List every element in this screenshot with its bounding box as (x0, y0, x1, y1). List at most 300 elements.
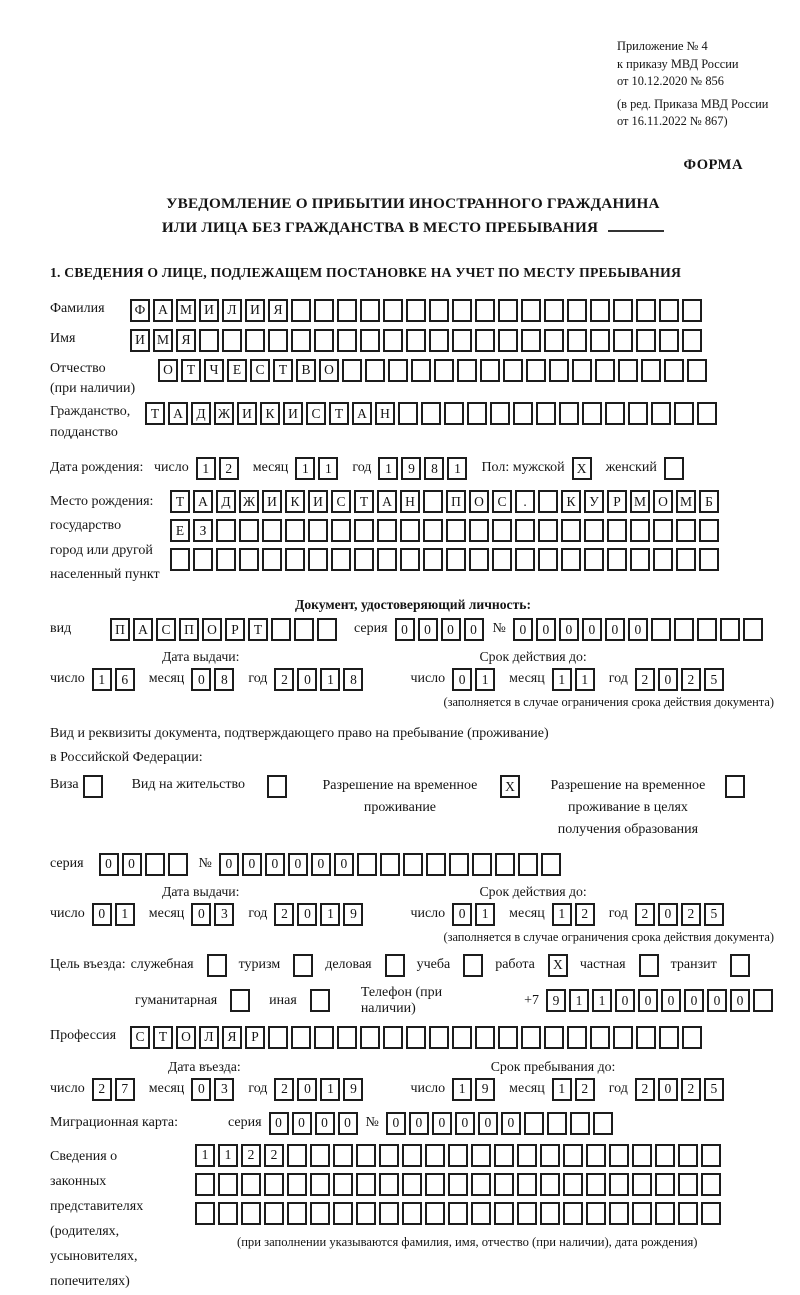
char-cell[interactable] (659, 1026, 679, 1049)
char-cell[interactable]: Я (176, 329, 196, 352)
male-checkbox[interactable]: X (572, 457, 592, 480)
char-cell[interactable] (720, 618, 740, 641)
char-cell[interactable]: 0 (478, 1112, 498, 1135)
char-cell[interactable] (674, 618, 694, 641)
char-cell[interactable] (402, 1173, 422, 1196)
char-cell[interactable] (590, 1026, 610, 1049)
char-cell[interactable]: 0 (191, 903, 211, 926)
char-cell[interactable] (193, 548, 213, 571)
char-cell[interactable]: И (308, 490, 328, 513)
char-cell[interactable] (331, 548, 351, 571)
char-cell[interactable] (452, 329, 472, 352)
char-cell[interactable] (517, 1202, 537, 1225)
char-cell[interactable]: П (179, 618, 199, 641)
char-cell[interactable] (337, 1026, 357, 1049)
char-cell[interactable]: 0 (661, 989, 681, 1012)
char-cell[interactable] (559, 402, 579, 425)
char-cell[interactable] (517, 1173, 537, 1196)
char-cell[interactable]: 3 (214, 903, 234, 926)
char-cell[interactable]: Р (607, 490, 627, 513)
char-cell[interactable]: З (193, 519, 213, 542)
char-cell[interactable]: 0 (582, 618, 602, 641)
char-cell[interactable]: И (237, 402, 257, 425)
char-cell[interactable]: Т (181, 359, 201, 382)
char-cell[interactable]: Я (268, 299, 288, 322)
char-cell[interactable]: 9 (343, 1078, 363, 1101)
char-cell[interactable] (448, 1202, 468, 1225)
char-cell[interactable] (503, 359, 523, 382)
char-cell[interactable] (342, 359, 362, 382)
char-cell[interactable] (475, 1026, 495, 1049)
char-cell[interactable] (199, 329, 219, 352)
char-cell[interactable]: 0 (605, 618, 625, 641)
char-cell[interactable]: 0 (334, 853, 354, 876)
char-cell[interactable] (446, 548, 466, 571)
char-cell[interactable]: 0 (219, 853, 239, 876)
char-cell[interactable] (490, 402, 510, 425)
char-cell[interactable] (285, 548, 305, 571)
char-cell[interactable] (561, 548, 581, 571)
char-cell[interactable] (317, 618, 337, 641)
char-cell[interactable]: 0 (191, 668, 211, 691)
char-cell[interactable]: 0 (395, 618, 415, 641)
char-cell[interactable] (653, 519, 673, 542)
char-cell[interactable]: 0 (297, 668, 317, 691)
char-cell[interactable] (586, 1173, 606, 1196)
char-cell[interactable] (513, 402, 533, 425)
char-cell[interactable]: 8 (214, 668, 234, 691)
char-cell[interactable]: 1 (295, 457, 315, 480)
char-cell[interactable] (314, 1026, 334, 1049)
char-cell[interactable] (655, 1173, 675, 1196)
char-cell[interactable] (216, 548, 236, 571)
char-cell[interactable] (540, 1144, 560, 1167)
char-cell[interactable] (678, 1144, 698, 1167)
char-cell[interactable] (632, 1173, 652, 1196)
char-cell[interactable] (403, 853, 423, 876)
char-cell[interactable] (521, 299, 541, 322)
char-cell[interactable] (701, 1144, 721, 1167)
char-cell[interactable]: А (133, 618, 153, 641)
char-cell[interactable] (664, 359, 684, 382)
char-cell[interactable] (494, 1173, 514, 1196)
char-cell[interactable]: 1 (569, 989, 589, 1012)
char-cell[interactable]: А (193, 490, 213, 513)
char-cell[interactable]: 0 (441, 618, 461, 641)
char-cell[interactable] (383, 299, 403, 322)
char-cell[interactable]: О (469, 490, 489, 513)
char-cell[interactable]: 1 (475, 668, 495, 691)
char-cell[interactable] (651, 402, 671, 425)
char-cell[interactable] (423, 490, 443, 513)
char-cell[interactable]: М (176, 299, 196, 322)
char-cell[interactable]: Д (191, 402, 211, 425)
char-cell[interactable] (674, 402, 694, 425)
char-cell[interactable] (357, 853, 377, 876)
char-cell[interactable]: С (130, 1026, 150, 1049)
char-cell[interactable] (268, 1026, 288, 1049)
char-cell[interactable] (521, 1026, 541, 1049)
char-cell[interactable]: С (492, 490, 512, 513)
char-cell[interactable] (563, 1202, 583, 1225)
char-cell[interactable]: 0 (501, 1112, 521, 1135)
visa-checkbox[interactable] (83, 775, 103, 798)
char-cell[interactable]: А (168, 402, 188, 425)
char-cell[interactable]: Т (170, 490, 190, 513)
female-checkbox[interactable] (664, 457, 684, 480)
char-cell[interactable]: 1 (320, 1078, 340, 1101)
char-cell[interactable] (494, 1202, 514, 1225)
char-cell[interactable] (377, 519, 397, 542)
purpose-official-checkbox[interactable] (207, 954, 227, 977)
char-cell[interactable]: 0 (297, 903, 317, 926)
char-cell[interactable] (682, 1026, 702, 1049)
char-cell[interactable]: 0 (265, 853, 285, 876)
char-cell[interactable] (294, 618, 314, 641)
char-cell[interactable]: К (561, 490, 581, 513)
char-cell[interactable]: 5 (704, 903, 724, 926)
char-cell[interactable] (567, 1026, 587, 1049)
char-cell[interactable] (337, 329, 357, 352)
char-cell[interactable]: 0 (658, 668, 678, 691)
char-cell[interactable]: 2 (681, 903, 701, 926)
char-cell[interactable] (495, 853, 515, 876)
char-cell[interactable]: 1 (320, 668, 340, 691)
char-cell[interactable] (425, 1173, 445, 1196)
char-cell[interactable] (636, 1026, 656, 1049)
char-cell[interactable] (549, 359, 569, 382)
char-cell[interactable] (310, 1173, 330, 1196)
char-cell[interactable] (145, 853, 165, 876)
char-cell[interactable] (195, 1202, 215, 1225)
char-cell[interactable] (572, 359, 592, 382)
char-cell[interactable] (444, 402, 464, 425)
char-cell[interactable] (291, 329, 311, 352)
char-cell[interactable] (570, 1112, 590, 1135)
char-cell[interactable] (697, 618, 717, 641)
char-cell[interactable] (659, 329, 679, 352)
char-cell[interactable] (245, 329, 265, 352)
char-cell[interactable]: С (306, 402, 326, 425)
char-cell[interactable] (492, 548, 512, 571)
char-cell[interactable] (467, 402, 487, 425)
char-cell[interactable]: 1 (320, 903, 340, 926)
char-cell[interactable] (434, 359, 454, 382)
char-cell[interactable] (480, 359, 500, 382)
char-cell[interactable]: 1 (196, 457, 216, 480)
char-cell[interactable]: 2 (219, 457, 239, 480)
char-cell[interactable] (609, 1202, 629, 1225)
char-cell[interactable]: 5 (704, 668, 724, 691)
char-cell[interactable] (540, 1173, 560, 1196)
purpose-work-checkbox[interactable]: X (548, 954, 568, 977)
char-cell[interactable]: 5 (704, 1078, 724, 1101)
char-cell[interactable] (605, 402, 625, 425)
char-cell[interactable]: С (331, 490, 351, 513)
char-cell[interactable] (239, 548, 259, 571)
char-cell[interactable] (492, 519, 512, 542)
char-cell[interactable] (287, 1173, 307, 1196)
char-cell[interactable]: Н (400, 490, 420, 513)
char-cell[interactable]: 1 (447, 457, 467, 480)
char-cell[interactable]: 0 (658, 903, 678, 926)
char-cell[interactable] (632, 1202, 652, 1225)
char-cell[interactable]: 1 (475, 903, 495, 926)
char-cell[interactable] (515, 548, 535, 571)
char-cell[interactable] (308, 519, 328, 542)
char-cell[interactable]: 9 (401, 457, 421, 480)
char-cell[interactable]: К (285, 490, 305, 513)
char-cell[interactable] (354, 519, 374, 542)
char-cell[interactable] (699, 548, 719, 571)
char-cell[interactable] (609, 1173, 629, 1196)
char-cell[interactable]: О (202, 618, 222, 641)
char-cell[interactable]: 2 (274, 1078, 294, 1101)
char-cell[interactable]: 0 (464, 618, 484, 641)
purpose-humanitarian-checkbox[interactable] (230, 989, 250, 1012)
char-cell[interactable]: М (153, 329, 173, 352)
char-cell[interactable]: 2 (635, 668, 655, 691)
char-cell[interactable] (582, 402, 602, 425)
char-cell[interactable] (448, 1144, 468, 1167)
char-cell[interactable] (170, 548, 190, 571)
char-cell[interactable] (678, 1202, 698, 1225)
char-cell[interactable]: М (630, 490, 650, 513)
char-cell[interactable]: 0 (513, 618, 533, 641)
char-cell[interactable] (655, 1144, 675, 1167)
char-cell[interactable] (360, 1026, 380, 1049)
char-cell[interactable]: 0 (311, 853, 331, 876)
char-cell[interactable] (586, 1144, 606, 1167)
residence-permit-checkbox[interactable] (267, 775, 287, 798)
char-cell[interactable] (651, 618, 671, 641)
purpose-transit-checkbox[interactable] (730, 954, 750, 977)
char-cell[interactable] (406, 299, 426, 322)
char-cell[interactable]: 0 (242, 853, 262, 876)
char-cell[interactable]: 0 (452, 668, 472, 691)
char-cell[interactable] (446, 519, 466, 542)
char-cell[interactable] (268, 329, 288, 352)
char-cell[interactable]: 8 (343, 668, 363, 691)
char-cell[interactable] (383, 329, 403, 352)
char-cell[interactable]: 0 (628, 618, 648, 641)
purpose-other-checkbox[interactable] (310, 989, 330, 1012)
char-cell[interactable] (218, 1202, 238, 1225)
char-cell[interactable] (195, 1173, 215, 1196)
char-cell[interactable] (584, 519, 604, 542)
char-cell[interactable]: П (110, 618, 130, 641)
char-cell[interactable] (365, 359, 385, 382)
char-cell[interactable]: И (130, 329, 150, 352)
char-cell[interactable] (524, 1112, 544, 1135)
char-cell[interactable]: 0 (730, 989, 750, 1012)
char-cell[interactable]: . (515, 490, 535, 513)
char-cell[interactable] (400, 519, 420, 542)
char-cell[interactable] (287, 1202, 307, 1225)
char-cell[interactable] (400, 548, 420, 571)
char-cell[interactable] (567, 299, 587, 322)
char-cell[interactable]: О (176, 1026, 196, 1049)
char-cell[interactable] (659, 299, 679, 322)
char-cell[interactable] (630, 548, 650, 571)
char-cell[interactable]: Б (699, 490, 719, 513)
char-cell[interactable] (379, 1202, 399, 1225)
char-cell[interactable] (285, 519, 305, 542)
char-cell[interactable] (563, 1173, 583, 1196)
char-cell[interactable] (377, 548, 397, 571)
char-cell[interactable]: 1 (92, 668, 112, 691)
char-cell[interactable] (561, 519, 581, 542)
char-cell[interactable]: 1 (592, 989, 612, 1012)
char-cell[interactable] (518, 853, 538, 876)
char-cell[interactable] (687, 359, 707, 382)
char-cell[interactable]: Р (245, 1026, 265, 1049)
purpose-private-checkbox[interactable] (639, 954, 659, 977)
char-cell[interactable] (264, 1173, 284, 1196)
char-cell[interactable]: 0 (559, 618, 579, 641)
char-cell[interactable] (609, 1144, 629, 1167)
char-cell[interactable] (593, 1112, 613, 1135)
char-cell[interactable] (360, 329, 380, 352)
char-cell[interactable]: 2 (241, 1144, 261, 1167)
char-cell[interactable] (452, 299, 472, 322)
char-cell[interactable] (469, 519, 489, 542)
char-cell[interactable] (682, 329, 702, 352)
char-cell[interactable] (402, 1202, 422, 1225)
char-cell[interactable]: А (352, 402, 372, 425)
char-cell[interactable] (607, 548, 627, 571)
char-cell[interactable] (471, 1144, 491, 1167)
char-cell[interactable] (449, 853, 469, 876)
char-cell[interactable] (379, 1173, 399, 1196)
char-cell[interactable] (239, 519, 259, 542)
purpose-study-checkbox[interactable] (463, 954, 483, 977)
char-cell[interactable]: 7 (115, 1078, 135, 1101)
char-cell[interactable]: 2 (635, 1078, 655, 1101)
char-cell[interactable] (337, 299, 357, 322)
char-cell[interactable]: 2 (274, 903, 294, 926)
char-cell[interactable]: И (262, 490, 282, 513)
char-cell[interactable]: 0 (658, 1078, 678, 1101)
char-cell[interactable]: Т (145, 402, 165, 425)
char-cell[interactable] (538, 490, 558, 513)
char-cell[interactable]: 2 (575, 1078, 595, 1101)
char-cell[interactable]: 0 (315, 1112, 335, 1135)
char-cell[interactable] (475, 299, 495, 322)
char-cell[interactable]: 1 (575, 668, 595, 691)
char-cell[interactable]: 0 (386, 1112, 406, 1135)
char-cell[interactable]: Д (216, 490, 236, 513)
char-cell[interactable] (567, 329, 587, 352)
temp-permit-checkbox[interactable]: X (500, 775, 520, 798)
char-cell[interactable] (498, 299, 518, 322)
char-cell[interactable]: Р (225, 618, 245, 641)
char-cell[interactable] (471, 1202, 491, 1225)
char-cell[interactable]: 0 (92, 903, 112, 926)
char-cell[interactable] (544, 299, 564, 322)
char-cell[interactable] (753, 989, 773, 1012)
char-cell[interactable] (398, 402, 418, 425)
char-cell[interactable] (475, 329, 495, 352)
char-cell[interactable] (333, 1144, 353, 1167)
char-cell[interactable]: В (296, 359, 316, 382)
char-cell[interactable]: 0 (297, 1078, 317, 1101)
char-cell[interactable]: О (653, 490, 673, 513)
char-cell[interactable] (291, 299, 311, 322)
char-cell[interactable]: 1 (552, 903, 572, 926)
char-cell[interactable]: 9 (475, 1078, 495, 1101)
char-cell[interactable] (540, 1202, 560, 1225)
char-cell[interactable] (452, 1026, 472, 1049)
char-cell[interactable]: Т (329, 402, 349, 425)
char-cell[interactable]: И (283, 402, 303, 425)
char-cell[interactable]: 1 (318, 457, 338, 480)
char-cell[interactable]: Л (222, 299, 242, 322)
char-cell[interactable]: 0 (684, 989, 704, 1012)
char-cell[interactable]: А (153, 299, 173, 322)
char-cell[interactable] (494, 1144, 514, 1167)
char-cell[interactable]: 6 (115, 668, 135, 691)
char-cell[interactable]: Ж (239, 490, 259, 513)
char-cell[interactable] (291, 1026, 311, 1049)
char-cell[interactable]: 0 (707, 989, 727, 1012)
char-cell[interactable] (697, 402, 717, 425)
char-cell[interactable] (498, 329, 518, 352)
char-cell[interactable]: 9 (343, 903, 363, 926)
char-cell[interactable] (538, 548, 558, 571)
char-cell[interactable]: 0 (432, 1112, 452, 1135)
char-cell[interactable] (222, 329, 242, 352)
char-cell[interactable] (743, 618, 763, 641)
char-cell[interactable]: Ф (130, 299, 150, 322)
char-cell[interactable] (613, 329, 633, 352)
char-cell[interactable] (314, 329, 334, 352)
char-cell[interactable]: 2 (264, 1144, 284, 1167)
char-cell[interactable] (331, 519, 351, 542)
char-cell[interactable] (653, 548, 673, 571)
char-cell[interactable] (563, 1144, 583, 1167)
char-cell[interactable]: 1 (115, 903, 135, 926)
char-cell[interactable] (590, 329, 610, 352)
char-cell[interactable] (636, 329, 656, 352)
char-cell[interactable] (380, 853, 400, 876)
char-cell[interactable]: 0 (292, 1112, 312, 1135)
char-cell[interactable]: 8 (424, 457, 444, 480)
char-cell[interactable]: 1 (195, 1144, 215, 1167)
char-cell[interactable]: 0 (269, 1112, 289, 1135)
char-cell[interactable] (544, 329, 564, 352)
char-cell[interactable] (406, 329, 426, 352)
char-cell[interactable] (676, 519, 696, 542)
char-cell[interactable] (498, 1026, 518, 1049)
char-cell[interactable] (218, 1173, 238, 1196)
char-cell[interactable] (425, 1144, 445, 1167)
char-cell[interactable] (310, 1202, 330, 1225)
char-cell[interactable] (421, 402, 441, 425)
char-cell[interactable]: 9 (546, 989, 566, 1012)
char-cell[interactable] (541, 853, 561, 876)
char-cell[interactable]: 2 (575, 903, 595, 926)
char-cell[interactable] (423, 519, 443, 542)
char-cell[interactable]: К (260, 402, 280, 425)
char-cell[interactable] (406, 1026, 426, 1049)
char-cell[interactable]: 1 (552, 668, 572, 691)
char-cell[interactable]: П (446, 490, 466, 513)
char-cell[interactable] (655, 1202, 675, 1225)
char-cell[interactable] (628, 402, 648, 425)
char-cell[interactable] (402, 1144, 422, 1167)
char-cell[interactable]: С (156, 618, 176, 641)
